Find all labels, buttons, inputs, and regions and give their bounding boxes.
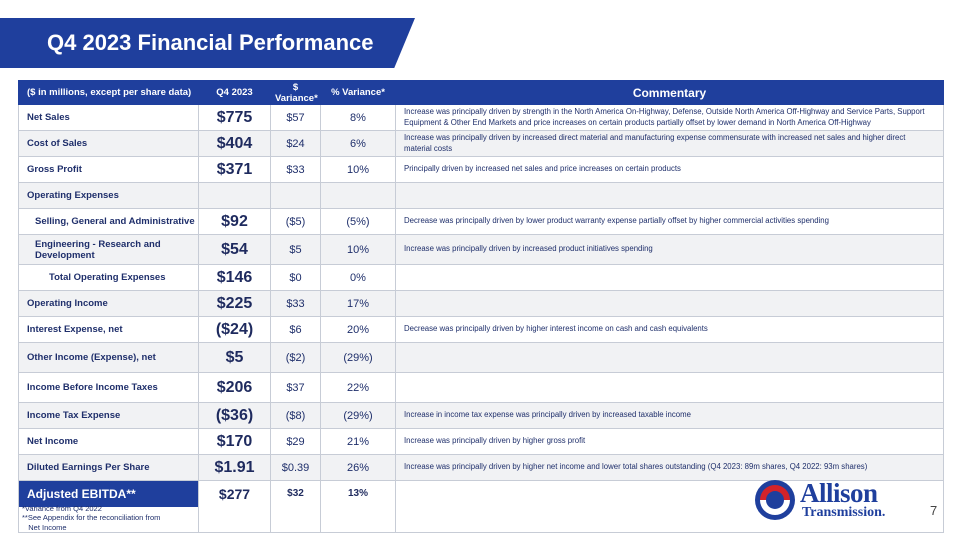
row-label: Total Operating Expenses <box>19 265 199 291</box>
table-row <box>19 131 944 157</box>
row-dollar-variance: $0 <box>271 265 321 291</box>
row-commentary: Decrease was principally driven by higher interest income on cash and cash equivalents <box>396 317 944 343</box>
table-row <box>19 291 944 317</box>
logo-word-transmission: Transmission. <box>802 505 886 520</box>
tail-cell <box>271 507 321 533</box>
row-percent-variance: (5%) <box>321 209 396 235</box>
table-row <box>19 455 944 481</box>
row-label: Operating Income <box>19 291 199 317</box>
row-percent-variance: (29%) <box>321 403 396 429</box>
row-commentary: Increase was principally driven by increased direct material and manufacturing expense commensurate with increased net sales and higher direct material costs <box>396 131 944 157</box>
table-row <box>19 403 944 429</box>
row-dollar-variance: $5 <box>271 235 321 265</box>
table-row <box>19 429 944 455</box>
row-q4-value: $206 <box>199 373 271 403</box>
row-percent-variance: 0% <box>321 265 396 291</box>
row-label: Engineering - Research and Development <box>19 235 199 265</box>
financial-table <box>18 80 944 533</box>
row-q4-value: ($36) <box>199 403 271 429</box>
row-percent-variance: 26% <box>321 455 396 481</box>
table-row <box>19 265 944 291</box>
ebitda-label: Adjusted EBITDA** <box>19 481 199 507</box>
row-label: Net Sales <box>19 105 199 131</box>
page-title: Q4 2023 Financial Performance <box>47 30 374 55</box>
allison-logo <box>754 478 919 522</box>
header-metric: ($ in millions, except per share data) <box>19 81 199 105</box>
footnote-appendix: **See Appendix for the reconciliation from Net Income <box>22 513 161 532</box>
row-commentary: Increase was principally driven by increased product initiatives spending <box>396 235 944 265</box>
row-commentary: Increase in income tax expense was principally driven by increased taxable income <box>396 403 944 429</box>
row-dollar-variance: $37 <box>271 373 321 403</box>
table-header-row <box>19 81 944 105</box>
row-q4-value: ($24) <box>199 317 271 343</box>
row-label: Income Before Income Taxes <box>19 373 199 403</box>
ebitda-q4-value: $277 <box>199 481 271 507</box>
footnotes <box>22 504 160 532</box>
header-dollar-variance: $ Variance* <box>271 81 321 105</box>
row-dollar-variance: $6 <box>271 317 321 343</box>
allison-logo-mark-icon <box>754 479 796 521</box>
row-label: Diluted Earnings Per Share <box>19 455 199 481</box>
row-dollar-variance: $0.39 <box>271 455 321 481</box>
table-row <box>19 343 944 373</box>
row-commentary <box>396 373 944 403</box>
header-percent-variance: % Variance* <box>321 81 396 105</box>
row-q4-value: $92 <box>199 209 271 235</box>
row-label: Income Tax Expense <box>19 403 199 429</box>
footnote-variance: *Variance from Q4 2022 <box>22 504 102 513</box>
row-commentary <box>396 291 944 317</box>
row-percent-variance: 10% <box>321 157 396 183</box>
row-q4-value <box>199 183 271 209</box>
row-label: Other Income (Expense), net <box>19 343 199 373</box>
row-label: Selling, General and Administrative <box>19 209 199 235</box>
row-percent-variance <box>321 183 396 209</box>
row-label: Cost of Sales <box>19 131 199 157</box>
row-label: Net Income <box>19 429 199 455</box>
row-percent-variance: 6% <box>321 131 396 157</box>
row-q4-value: $5 <box>199 343 271 373</box>
row-commentary: Increase was principally driven by higher net income and lower total shares outstanding (Q4 2023: 89m shares, Q4 2022: 93m shares) <box>396 455 944 481</box>
logo-word-allison: Allison <box>800 478 878 508</box>
table-row <box>19 105 944 131</box>
row-commentary: Principally driven by increased net sales and price increases on certain products <box>396 157 944 183</box>
header-q4: Q4 2023 <box>199 81 271 105</box>
row-percent-variance: 20% <box>321 317 396 343</box>
table-row <box>19 157 944 183</box>
row-commentary <box>396 183 944 209</box>
row-commentary: Decrease was principally driven by lower product warranty expense partially offset by higher commercial activities spending <box>396 209 944 235</box>
row-q4-value: $146 <box>199 265 271 291</box>
tail-cell <box>321 507 396 533</box>
row-percent-variance: 8% <box>321 105 396 131</box>
row-percent-variance: 21% <box>321 429 396 455</box>
row-percent-variance: 17% <box>321 291 396 317</box>
row-dollar-variance: $57 <box>271 105 321 131</box>
row-commentary: Increase was principally driven by strength in the North America On-Highway, Defense, Outside North America Off-Highway and Service Parts, Support Equipment & Other End Markets and price increases on certain products partially offset by lower demand in North America Off-Highway <box>396 105 944 131</box>
row-q4-value: $225 <box>199 291 271 317</box>
row-commentary <box>396 265 944 291</box>
tail-cell <box>199 507 271 533</box>
row-commentary: Increase was principally driven by higher gross profit <box>396 429 944 455</box>
row-q4-value: $54 <box>199 235 271 265</box>
header-commentary: Commentary <box>396 81 944 105</box>
row-dollar-variance: $29 <box>271 429 321 455</box>
row-percent-variance: 10% <box>321 235 396 265</box>
row-percent-variance: 22% <box>321 373 396 403</box>
row-q4-value: $1.91 <box>199 455 271 481</box>
row-dollar-variance: $24 <box>271 131 321 157</box>
table-row <box>19 209 944 235</box>
row-q4-value: $170 <box>199 429 271 455</box>
row-dollar-variance: $33 <box>271 291 321 317</box>
table-row <box>19 317 944 343</box>
table-row <box>19 235 944 265</box>
row-dollar-variance: ($8) <box>271 403 321 429</box>
row-q4-value: $371 <box>199 157 271 183</box>
row-percent-variance: (29%) <box>321 343 396 373</box>
ebitda-percent-variance: 13% <box>321 481 396 507</box>
row-label: Operating Expenses <box>19 183 199 209</box>
row-q4-value: $404 <box>199 131 271 157</box>
page-number: 7 <box>930 503 938 518</box>
table-row <box>19 183 944 209</box>
row-label: Interest Expense, net <box>19 317 199 343</box>
row-label: Gross Profit <box>19 157 199 183</box>
row-commentary <box>396 343 944 373</box>
row-dollar-variance <box>271 183 321 209</box>
table-row <box>19 373 944 403</box>
row-dollar-variance: ($5) <box>271 209 321 235</box>
ebitda-dollar-variance: $32 <box>271 481 321 507</box>
row-dollar-variance: ($2) <box>271 343 321 373</box>
row-q4-value: $775 <box>199 105 271 131</box>
row-dollar-variance: $33 <box>271 157 321 183</box>
